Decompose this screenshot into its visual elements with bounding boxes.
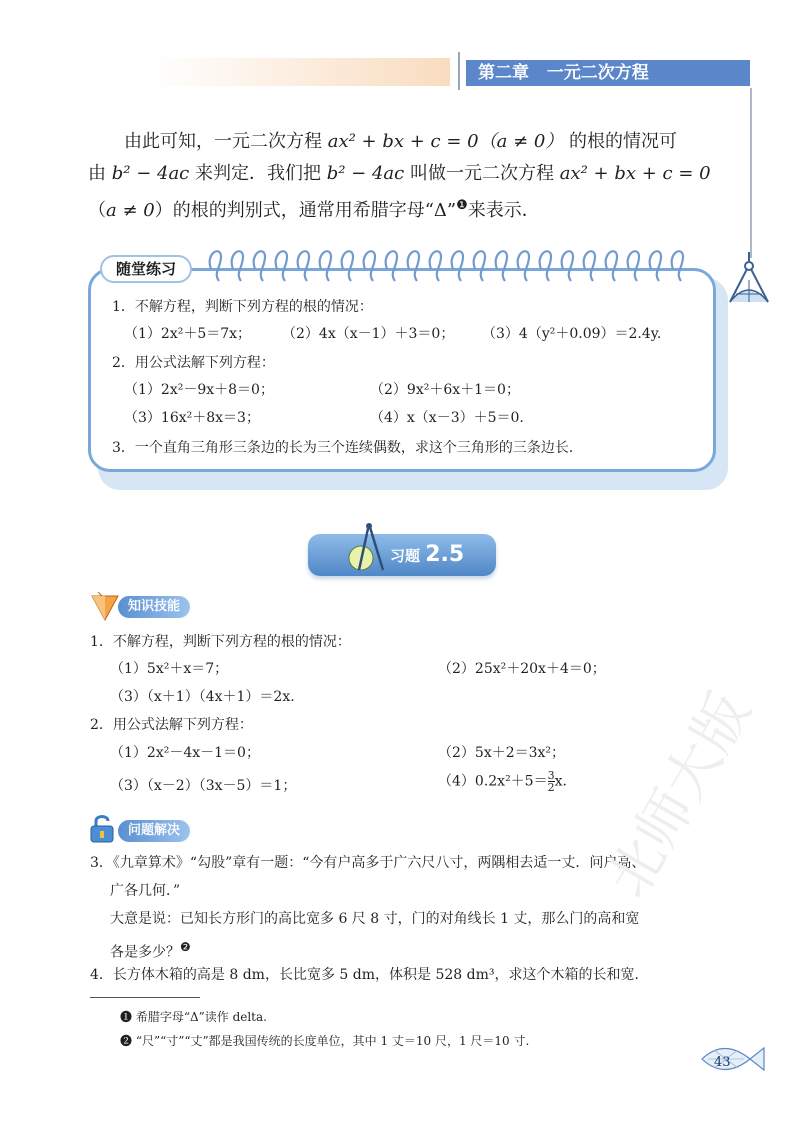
equation-part: x. <box>554 773 567 790</box>
intro-text: 来表示． <box>467 200 540 221</box>
diamond-icon <box>90 590 120 622</box>
problems-q3-line <box>110 936 191 964</box>
skills-q2-item: （3）（x－2）（3x－5）＝1； <box>110 778 297 794</box>
skills-q1: 1．不解方程，判断下列方程的根的情况： <box>90 634 351 650</box>
practice-q1-item: （2）4x（x－1）＋3＝0； <box>282 326 455 342</box>
footnote-marker: ❷ <box>180 940 191 954</box>
practice-q2-item: （3）16x²＋8x＝3； <box>124 410 260 426</box>
skills-q2-item: （1）2x²－4x－1＝0； <box>110 745 260 761</box>
problems-q3-line: 广各几何．” <box>110 883 181 899</box>
exercise-label: 习题 <box>390 547 421 565</box>
skills-q1-item: （2）25x²＋20x＋4＝0； <box>438 661 606 677</box>
intro-text: ）的根的判别式，通常用希腊字母“Δ” <box>154 200 457 221</box>
intro-paragraph <box>88 126 728 227</box>
equation: ax² + bx + c = 0（a ≠ 0） <box>327 131 564 152</box>
practice-q2-item: （2）9x²＋6x＋1＝0； <box>370 382 520 398</box>
intro-text: 来判定．我们把 <box>189 163 327 184</box>
skills-q2-item-4 <box>438 770 567 793</box>
problems-q3-text: 各是多少？ <box>110 944 180 961</box>
skills-q2-item: （2）5x＋2＝3x²； <box>438 745 566 761</box>
equation-part: （4）0.2x²＋5＝ <box>438 773 548 790</box>
margin-line <box>750 88 752 258</box>
unlock-icon <box>88 812 118 844</box>
fraction <box>548 770 555 793</box>
intro-text: 的根的情况可 <box>563 131 678 152</box>
skills-q2: 2．用公式法解下列方程： <box>90 717 253 733</box>
header-divider <box>458 52 460 90</box>
problems-q3-line: 3．《九章算术》“勾股”章有一题：“今有户高多于广六尺八寸，两隅相去适一丈．问户高、 <box>90 855 646 871</box>
practice-q1-item: （3）4（y²＋0.09）＝2.4y. <box>482 326 662 342</box>
intro-text: （ <box>88 200 106 221</box>
chapter-title: 一元二次方程 <box>546 63 649 83</box>
page-number: 43 <box>714 1055 731 1070</box>
discriminant: b² − 4ac <box>111 163 190 184</box>
practice-q1: 1．不解方程，判断下列方程的根的情况： <box>112 299 373 315</box>
watermark: 北师大版 <box>595 682 764 909</box>
equation: a ≠ 0 <box>106 200 155 221</box>
chapter-number: 第二章 <box>478 63 529 83</box>
header-decoration <box>150 58 450 86</box>
footnote: ❶ 希腊字母“Δ”读作 delta. <box>120 1010 267 1024</box>
binder-rings-icon <box>205 243 705 283</box>
chapter-header <box>466 60 750 86</box>
exercise-number: 2.5 <box>425 542 465 567</box>
practice-title: 随堂练习 <box>100 255 192 283</box>
skills-tab: 知识技能 <box>118 596 190 618</box>
intro-text: 由 <box>88 163 112 184</box>
footnote-rule <box>90 997 200 998</box>
practice-q1-item: （1）2x²＋5＝7x； <box>124 326 252 342</box>
intro-text: 由此可知，一元二次方程 <box>124 131 328 152</box>
equation: ax² + bx + c = 0 <box>559 163 711 184</box>
skills-q1-item: （3）（x＋1）（4x＋1）＝2x. <box>110 689 295 705</box>
practice-q2: 2．用公式法解下列方程： <box>112 355 275 371</box>
problems-tab: 问题解决 <box>118 820 190 842</box>
discriminant: b² − 4ac <box>326 163 405 184</box>
problems-q4: 4．长方体木箱的高是 8 dm，长比宽多 5 dm，体积是 528 dm³，求这个木箱的长和宽． <box>90 967 649 983</box>
intro-text: 叫做一元二次方程 <box>404 163 560 184</box>
practice-q2-item: （1）2x²－9x＋8＝0； <box>124 382 274 398</box>
compass-drawing-icon <box>345 520 393 580</box>
exercise-title <box>390 540 464 571</box>
footnote-marker: ❶ <box>456 198 468 213</box>
practice-q2-item: （4）x（x－3）＋5＝0. <box>370 410 524 426</box>
practice-q3: 3．一个直角三角形三条边的长为三个连续偶数，求这个三角形的三条边长． <box>112 440 583 456</box>
compass-icon <box>724 250 774 310</box>
footnote: ❷ “尺”“寸”“丈”都是我国传统的长度单位，其中 1 丈＝10 尺，1 尺＝10 寸. <box>120 1034 530 1048</box>
problems-q3-line: 大意是说：已知长方形门的高比宽多 6 尺 8 寸，门的对角线长 1 丈，那么门的高和宽 <box>110 911 640 927</box>
fraction-numerator: 3 <box>547 769 555 782</box>
fraction-denominator: 2 <box>547 781 555 794</box>
skills-q1-item: （1）5x²＋x＝7； <box>110 661 229 677</box>
